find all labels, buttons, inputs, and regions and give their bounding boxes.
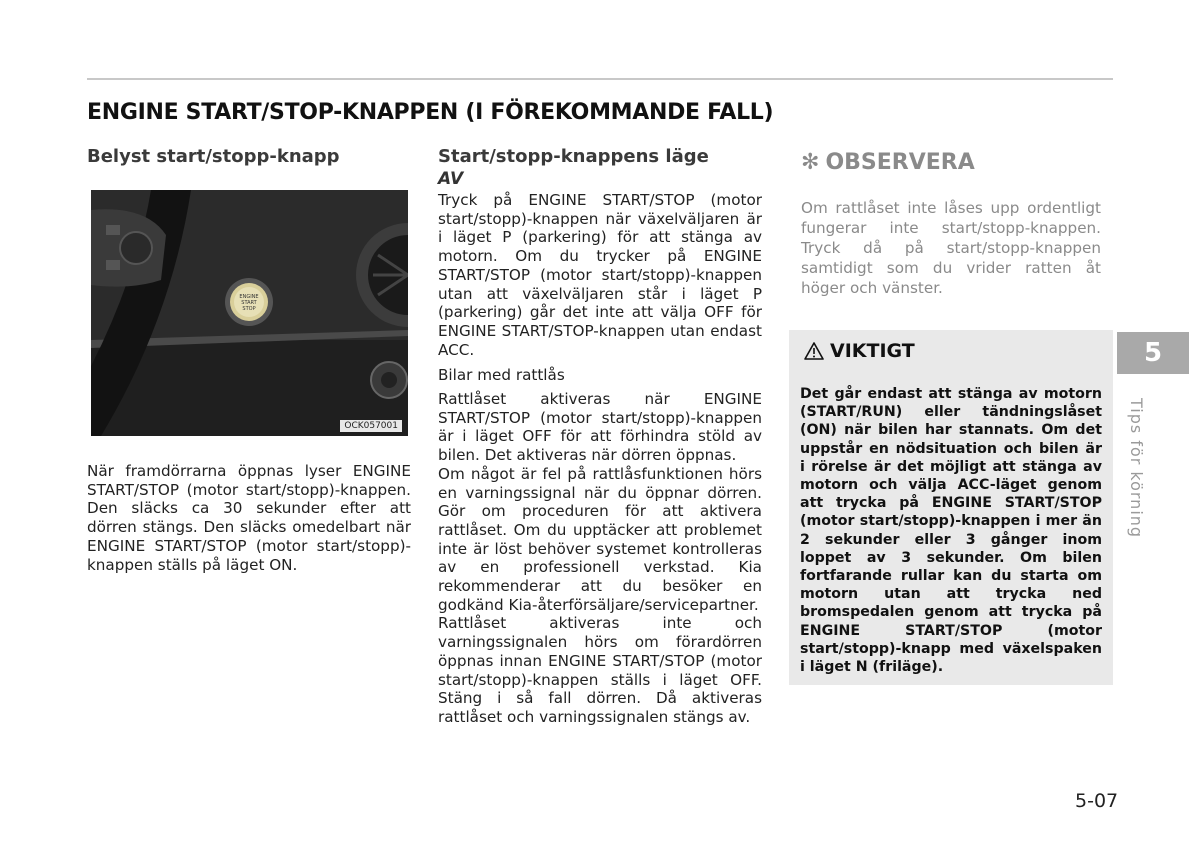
warning-text: Det går endast att stänga av motorn (START/RUN) eller tändningslåset (ON) när bilen har stannats. Om det uppstår en nödsituation och bilen är i rörelse är det möjligt att stänga av motorn och välja ACC-läget genom att trycka på ENGINE START/STOP (motor start/stopp)-knappen i mer än 2 sekunder eller 3 gånger inom loppet av 3 sekunder. Om bilen fortfarande rullar kan du starta om motorn utan att trycka ned bromspedalen genom att trycka på ENGINE START/STOP (motor start/stopp)-knapp med växelspaken i läget N (friläge). [800, 386, 1102, 676]
note-star-icon: ✻ [801, 150, 820, 175]
position-off-text: Tryck på ENGINE START/STOP (motor start/stopp)-knappen när växelväljaren är i läget P (parkering) för att stänga av motorn. Om du trycker på ENGINE START/STOP (motor start/stopp)-knappen utan att växelväljaren står i läget P (parkering) går det inte att välja OFF för ENGINE START/STOP-knappen utan endast ACC. [438, 191, 762, 359]
section-heading-button-position: Start/stopp-knappens läge [438, 146, 709, 167]
position-off-heading: AV [438, 169, 464, 189]
chapter-tab: 5 [1117, 332, 1189, 374]
steering-lock-text [438, 390, 762, 727]
svg-text:ENGINE: ENGINE [239, 294, 259, 300]
illuminated-button-text: När framdörrarna öppnas lyser ENGINE START/STOP (motor start/stopp)-knappen. Den släcks ca 30 sekunder efter att dörren stängs. Den släcks omedelbart när ENGINE START/STOP (motor start/stopp)-knappen ställs på läget ON. [87, 462, 411, 574]
steering-lock-paragraph: Rattlåset aktiveras inte och varningssignalen hörs om förardörren öppnas innan ENGINE START/STOP (motor start/stopp)-knappen ställs i läget OFF. Stäng i så fall dörren. Då aktiveras rattlåset och varningssignalen stängs av. [438, 614, 762, 726]
warning-title-label: VIKTIGT [830, 340, 915, 362]
warning-triangle-icon [804, 342, 824, 360]
page-number: 5-07 [1075, 790, 1119, 812]
page-title: ENGINE START/STOP-KNAPPEN (I FÖREKOMMANDE FALL) [87, 100, 774, 125]
warning-title [804, 340, 915, 362]
steering-lock-paragraph: Om något är fel på rattlåsfunktionen hörs en varningssignal när du öppnar dörren. Gör om proceduren för att aktivera rattlåset. Om du upptäcker att problemet inte är löst behöver systemet kontrolleras av en professionell verkstad. Kia rekommenderar att du besöker en godkänd Kia-återförsäljare/servicepartner. [438, 464, 762, 614]
steering-lock-heading: Bilar med rattlås [438, 366, 565, 384]
note-text: Om rattlåset inte låses upp ordentligt fungerar inte start/stopp-knappen. Tryck då på start/stopp-knappen samtidigt som du vrider ratten åt höger och vänster. [801, 199, 1101, 297]
svg-text:STOP: STOP [242, 306, 256, 312]
photo-code: OCK057001 [340, 420, 402, 432]
svg-text:START: START [241, 300, 257, 306]
note-title [801, 150, 975, 175]
start-stop-button-photo [91, 190, 408, 436]
steering-lock-paragraph: Rattlåset aktiveras när ENGINE START/STOP (motor start/stopp)-knappen är i läget OFF för att förhindra stöld av bilen. Det aktiveras när dörren öppnas. [438, 390, 762, 465]
note-title-label: OBSERVERA [825, 150, 975, 175]
header-rule [87, 78, 1113, 80]
section-heading-illuminated-button: Belyst start/stopp-knapp [87, 146, 340, 167]
chapter-label: Tips för körning [1127, 398, 1146, 539]
